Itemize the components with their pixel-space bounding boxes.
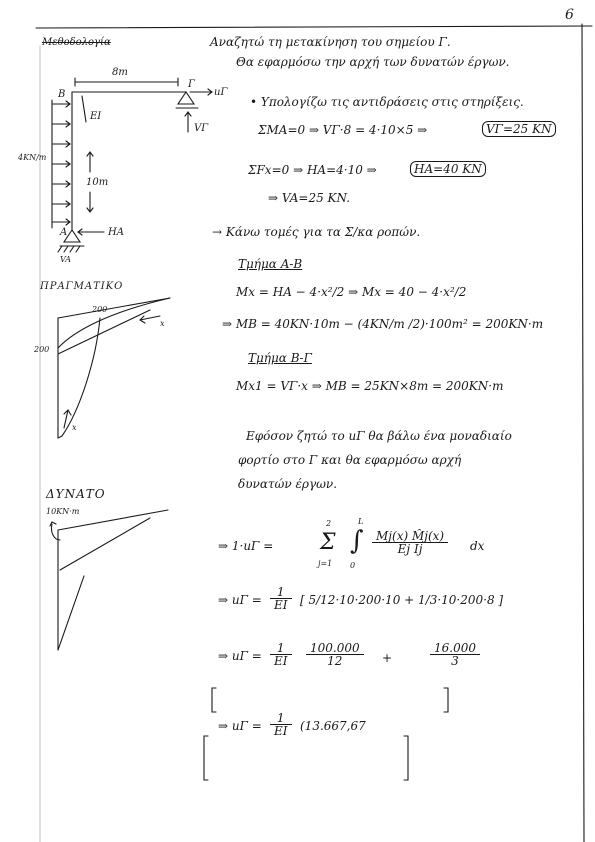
ug-label: uΓ xyxy=(214,87,228,98)
ei-label: EI xyxy=(90,111,102,122)
ug-factor-2-den: EI xyxy=(274,654,288,668)
right-margin-line xyxy=(582,24,584,842)
real-x-label: x xyxy=(160,319,165,328)
frac-a xyxy=(306,642,364,667)
ug-factor-3-den: EI xyxy=(274,724,288,738)
ug-factor-num: 1 xyxy=(270,586,292,599)
ug-factor-3-num: 1 xyxy=(270,712,292,725)
work-lhs: ⇒ 1·uΓ = xyxy=(218,539,274,553)
support-g-icon xyxy=(178,92,194,104)
real-side-value: 200 xyxy=(34,345,50,354)
sum-fx-equation: ΣFx=0 ⇒ HA=4·10 ⇒ xyxy=(248,163,377,177)
virtual-line-3: δυνατών έργων. xyxy=(238,477,338,491)
node-g-label: Γ xyxy=(188,79,195,90)
frac-b-den: 3 xyxy=(451,654,459,668)
node-b-label: B xyxy=(58,89,66,100)
integrand xyxy=(372,530,448,555)
virtual-moment-diagram xyxy=(50,510,168,650)
segment-bg: Τμήμα Β-Γ xyxy=(248,351,312,365)
int-top: L xyxy=(358,517,364,526)
dx-label: dx xyxy=(470,539,485,553)
intro-line-1: Αναζητώ τη μετακίνηση του σημείου Γ. xyxy=(210,35,451,49)
virtual-value: 10KN·m xyxy=(46,507,80,516)
distributed-load xyxy=(52,100,70,228)
moments-intro: → Κάνω τομές για τα Σ/κα ροπών. xyxy=(212,225,421,239)
frac-b-num: 16.000 xyxy=(430,642,480,655)
real-top-value: 200 xyxy=(92,305,108,314)
va-equation: ⇒ VA=25 KN. xyxy=(268,191,351,205)
ug-lhs-3: ⇒ uΓ = xyxy=(218,719,262,733)
int-symbol: ∫ xyxy=(350,526,364,556)
header-scribble: Μεθοδολογία xyxy=(42,37,111,48)
integrand-num: Mj(x) M̂j(x) xyxy=(372,530,448,543)
frame-structure xyxy=(52,78,212,252)
span-label: 8m xyxy=(112,67,128,78)
sum-top: 2 xyxy=(326,519,332,528)
sum-ma-equation: ΣΜΑ=0 ⇒ VΓ·8 = 4·10×5 ⇒ xyxy=(258,123,428,137)
node-a-label: A xyxy=(60,227,68,238)
segment-ab: Τμήμα Α-Β xyxy=(238,257,303,271)
int-bottom: 0 xyxy=(350,561,356,570)
virtual-line-2: φορτίο στο Γ και θα εφαρμόσω αρχή xyxy=(238,453,462,467)
ug-factor-2 xyxy=(270,642,292,667)
load-label: 4KN/m xyxy=(18,153,47,162)
sum-symbol: Σ xyxy=(320,530,336,555)
vg-label: VΓ xyxy=(194,123,209,134)
virtual-title: ΔΥΝΑΤΟ xyxy=(46,487,106,501)
mx1-equation: Mx1 = VΓ·x ⇒ MB = 25KN×8m = 200KN·m xyxy=(236,379,504,393)
virtual-line-1: Εφόσον ζητώ το uΓ θα βάλω ένα μοναδιαίο xyxy=(246,429,512,443)
page-number: 6 xyxy=(565,7,574,23)
real-moment-diagram xyxy=(58,298,170,438)
last-number: (13.667,67 xyxy=(300,719,366,733)
real-x-label-2: x xyxy=(72,423,77,432)
frac-a-num: 100.000 xyxy=(306,642,364,655)
mx-equation: Mx = HA − 4·x²/2 ⇒ Mx = 40 − 4·x²/2 xyxy=(236,285,467,299)
va-label: VA xyxy=(60,255,72,264)
ha-label: HA xyxy=(108,227,124,238)
top-margin-line xyxy=(36,26,592,28)
ug-factor-2-num: 1 xyxy=(270,642,292,655)
integrand-den: Ej Ij xyxy=(397,542,423,556)
mb-equation: ⇒ MB = 40KN·10m − (4KN/m /2)·100m² = 200KN·m xyxy=(222,317,544,331)
sum-bottom: j=1 xyxy=(318,559,333,568)
height-label: 10m xyxy=(86,177,109,188)
ug-lhs: ⇒ uΓ = xyxy=(218,593,262,607)
ha-result: HA=40 KN xyxy=(410,161,486,177)
vg-result: VΓ=25 KN xyxy=(482,121,556,137)
frac-a-den: 12 xyxy=(327,654,343,668)
plus-sign: + xyxy=(382,651,393,665)
real-title: ΠΡΑΓΜΑΤΙΚΟ xyxy=(40,281,124,292)
ug-factor-3 xyxy=(270,712,292,737)
ug-terms: [ 5/12·10·200·10 + 1/3·10·200·8 ] xyxy=(300,593,504,607)
ug-lhs-2: ⇒ uΓ = xyxy=(218,649,262,663)
frac-b xyxy=(430,642,480,667)
ug-factor xyxy=(270,586,292,611)
reactions-intro: • Υπολογίζω τις αντιδράσεις στις στηρίξεις. xyxy=(250,95,524,109)
ug-factor-den: EI xyxy=(274,598,288,612)
intro-line-2: Θα εφαρμόσω την αρχή των δυνατών έργων. xyxy=(236,55,510,69)
